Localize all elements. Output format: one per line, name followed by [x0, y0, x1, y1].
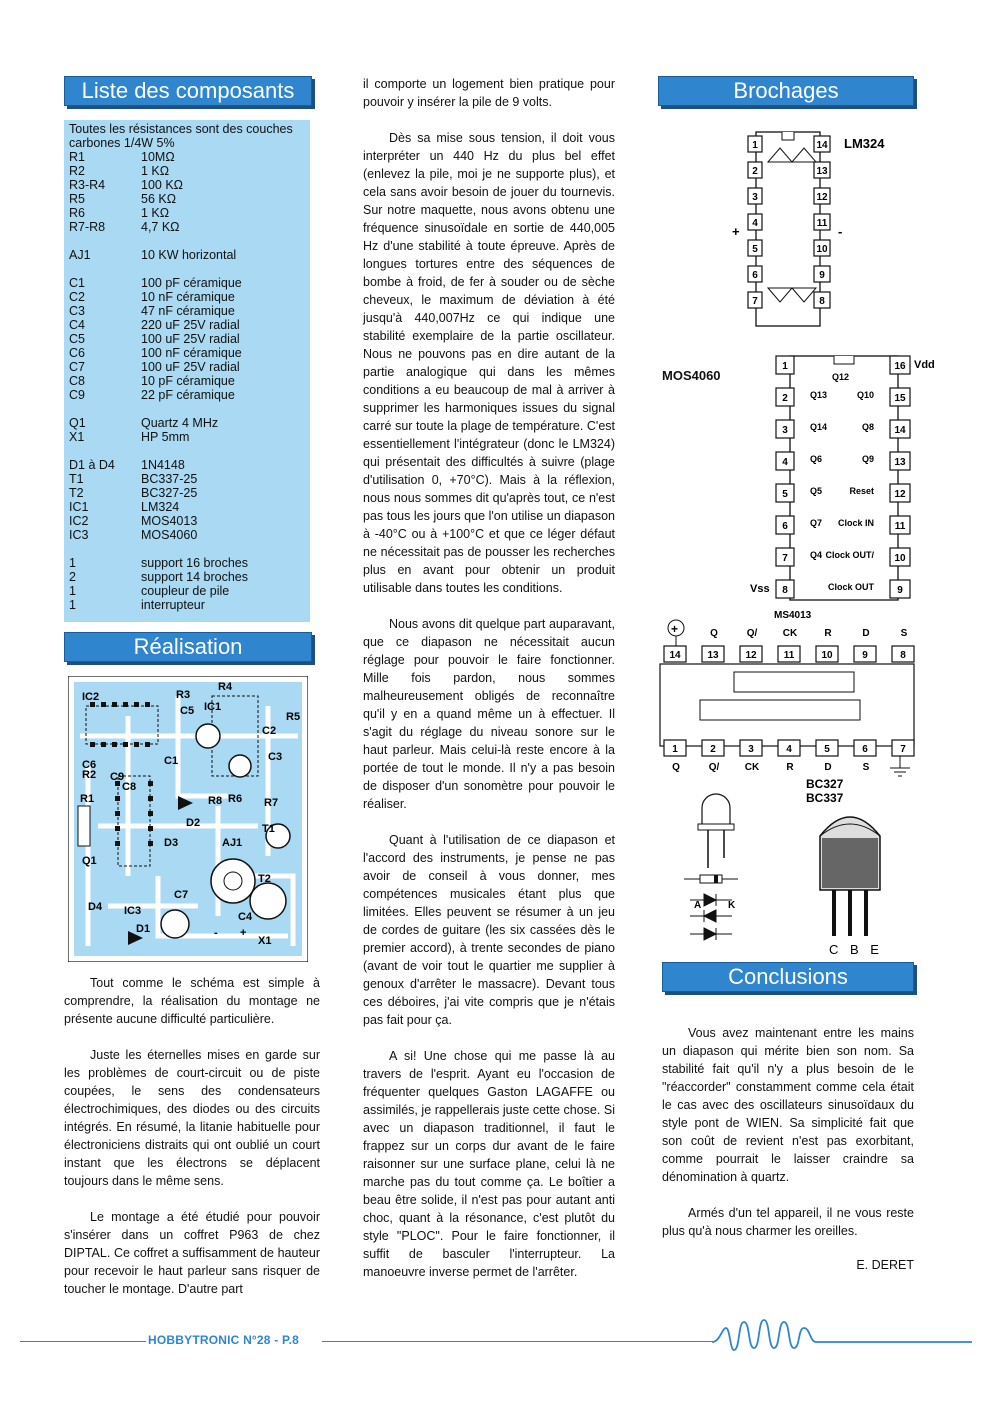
ms4013-pin: 13 [707, 650, 719, 661]
components-illustration [676, 778, 916, 956]
pcb-label: + [240, 927, 247, 939]
ms4013-top-label: Q [710, 628, 718, 639]
section-title-realisation: Réalisation [64, 632, 312, 662]
pcb-label: C2 [262, 725, 277, 737]
parts-row [69, 528, 305, 542]
mos4060-label: Q10 [856, 390, 874, 400]
ms4013-bottom-label: CK [744, 762, 760, 773]
part-value: interrupteur [141, 598, 205, 612]
part-ref: C8 [69, 374, 85, 388]
mos4060-pin: 1 [782, 361, 788, 372]
parts-row [69, 598, 305, 612]
parts-row [69, 332, 305, 346]
parts-row [69, 304, 305, 318]
lm324-pin: 9 [819, 270, 825, 281]
body-paragraph: Le montage a été étudié pour pouvoir s'insérer dans un coffret P963 de chez DIPTAL. Ce coffret a suffisamment de hauteur pour recevoir le haut parleur sans risquer de toucher le montage. D'autre part [64, 1210, 320, 1296]
part-ref: C6 [69, 346, 85, 360]
footer-rule-left [20, 1341, 146, 1342]
lm324-pin: 13 [816, 166, 828, 177]
part-ref: C5 [69, 332, 85, 346]
parts-row [69, 514, 305, 528]
ms4013-pin: 14 [669, 650, 681, 661]
ms4013-bottom-label: Q/ [708, 762, 720, 773]
pcb-label: D2 [186, 817, 201, 829]
mos4060-pin: 2 [782, 393, 788, 404]
lm324-plus: + [732, 224, 740, 239]
mos4060-pin: 5 [782, 489, 788, 500]
right-body [662, 1024, 914, 1240]
pcb-label: C4 [238, 911, 253, 923]
ms4013-pin: 12 [745, 650, 757, 661]
mos4060-pin: 10 [894, 553, 906, 564]
ms4013-pin: 1 [672, 744, 678, 755]
part-value: 10 pF céramique [141, 374, 235, 388]
parts-intro: Toutes les résistances sont des couches carbones 1/4W 5% [69, 122, 293, 150]
pcb-label: C1 [164, 755, 179, 767]
ms4013-bottom-label: S [862, 762, 870, 773]
parts-row [69, 150, 305, 164]
part-ref: C4 [69, 318, 85, 332]
part-value: Quartz 4 MHz [141, 416, 219, 430]
pcb-label: T1 [262, 823, 275, 835]
part-ref: Q1 [69, 416, 86, 430]
part-value: 10 KW horizontal [141, 248, 237, 262]
part-ref: IC3 [69, 528, 89, 542]
parts-row [69, 220, 305, 234]
pcb-label: T2 [258, 873, 271, 885]
pcb-label: IC1 [204, 701, 222, 713]
pcb-label: D1 [136, 923, 151, 935]
pcb-label: AJ1 [222, 837, 243, 849]
parts-group [69, 416, 305, 444]
ms4013-plus: + [671, 622, 679, 636]
parts-row [69, 584, 305, 598]
pcb-label: C3 [268, 751, 283, 763]
part-value: 4,7 KΩ [141, 220, 180, 234]
mos4060-label: Q9 [861, 454, 874, 464]
pcb-label: Q1 [82, 855, 97, 867]
lm324-pin: 5 [752, 244, 758, 255]
part-value: MOS4060 [141, 528, 198, 542]
ms4013-bottom-label: D [824, 762, 832, 773]
part-ref: IC1 [69, 500, 89, 514]
lm324-pin: 10 [816, 244, 828, 255]
lm324-pin: 2 [752, 166, 758, 177]
body-paragraph: Tout comme le schéma est simple à comprendre, la réalisation du montage ne présente aucune difficulté particulière. [64, 976, 320, 1026]
pcb-label: R3 [176, 689, 191, 701]
part-ref: R1 [69, 150, 85, 164]
parts-row [69, 360, 305, 374]
mos4060-pin: 4 [782, 457, 788, 468]
parts-group [69, 458, 305, 542]
mos4060-pin: 3 [782, 425, 788, 436]
mos4060-label: Q7 [810, 518, 823, 528]
body-paragraph: Armés d'un tel appareil, il ne vous reste plus qu'à nous charmer les oreilles. [662, 1206, 914, 1238]
part-value: 1N4148 [141, 458, 185, 472]
ms4013-pinout [656, 606, 926, 784]
part-ref: C3 [69, 304, 85, 318]
mos4060-pin: 16 [894, 361, 906, 372]
mos4060-label: Q8 [861, 422, 874, 432]
section-title-liste: Liste des composants [64, 76, 312, 106]
transistor-name-2: BC337 [806, 791, 844, 805]
part-value: 47 nF céramique [141, 304, 235, 318]
mos4060-pin: 6 [782, 521, 788, 532]
footer-text: HOBBYTRONIC N°28 - P.8 [148, 1333, 300, 1347]
body-paragraph: Nous avons dit quelque part auparavant, que ce diapason ne nécessitait aucun réglage pour pouvoir le faire fonctionner. Mille fois pardon, nous sommes malheureusement obligés de reconnaître qu'il y en a quand même un à effectuer. Il s'agit du réglage du niveau sonore sur le haut parleur. Mais celui-là reste encore à la portée de tout le monde. Il n'y a pas besoin de disposer d'un sonomètre pour pouvoir le réaliser. [363, 617, 615, 811]
ms4013-pin: 8 [900, 650, 906, 661]
ms4013-pin: 4 [786, 744, 792, 755]
parts-row [69, 346, 305, 360]
part-ref: R3-R4 [69, 178, 106, 192]
parts-row [69, 192, 305, 206]
mos4060-pin: 11 [894, 521, 906, 532]
author-signature: E. DERET [856, 1258, 914, 1272]
ms4013-pin: 2 [710, 744, 716, 755]
mos4060-pin: 12 [894, 489, 906, 500]
lm324-pin: 3 [752, 192, 758, 203]
part-ref: IC2 [69, 514, 89, 528]
lm324-pin: 12 [816, 192, 828, 203]
body-paragraph: A si! Une chose qui me passe là au travers de l'esprit. Ayant eu l'occasion de fréquenter quelques Gaston LAGAFFE ou assimilés, je rappellerais juste cette chose. Si avec un diapason traditionnel, il faut le frappez sur un corps dur avant de le faire raisonner sur une surface plane, celui là ne marche pas du tout comme ça. Le boîtier a beau être solide, il n'est pas pour autant anti choc, quant à la résonance, c'est plutôt du style "PLOC". Pour le faire fonctionner, il suffit de basculer l'interrupteur. La manoeuvre inverse permet de l'arrêter. [363, 1049, 615, 1279]
pcb-label: C7 [174, 889, 189, 901]
left-body [64, 974, 320, 1298]
part-ref: T1 [69, 472, 84, 486]
parts-row [69, 472, 305, 486]
pcb-label: C8 [122, 781, 137, 793]
parts-row [69, 206, 305, 220]
lm324-pin: 6 [752, 270, 758, 281]
part-ref: 2 [69, 570, 76, 584]
parts-row [69, 486, 305, 500]
body-paragraph: Vous avez maintenant entre les mains un diapason qui mérite bien son nom. Sa stabilité fait qu'il n'y a plus besoin de le "réaccorder" constamment comme cela était le cas avec des oscillateurs sinusoïdaux du style pont de WIEN. Sa simplicité fait que son coût de revient n'est pas exorbitant, comme pourrait le laisser craindre sa dénomination à quartz. [662, 1026, 914, 1184]
part-value: 10MΩ [141, 150, 175, 164]
pcb-label: R5 [286, 711, 301, 723]
parts-row [69, 500, 305, 514]
part-ref: C1 [69, 276, 85, 290]
part-ref: R7-R8 [69, 220, 106, 234]
part-value: 100 KΩ [141, 178, 184, 192]
lm324-pin: 1 [752, 140, 758, 151]
pcb-label: IC2 [82, 691, 100, 703]
mid-body [363, 75, 615, 1281]
part-ref: R2 [69, 164, 85, 178]
ms4013-bottom-label: Q [672, 762, 680, 773]
section-title-brochages: Brochages [658, 76, 914, 106]
parts-row [69, 164, 305, 178]
part-value: BC327-25 [141, 486, 198, 500]
part-ref: C9 [69, 388, 85, 402]
pcb-label: R6 [228, 793, 243, 805]
ms4013-top-label: Q/ [746, 628, 758, 639]
pcb-layout-diagram [68, 676, 308, 962]
pcb-label: C5 [180, 705, 195, 717]
parts-row [69, 276, 305, 290]
pcb-label: - [214, 927, 218, 939]
mos4060-label: Q6 [810, 454, 823, 464]
body-paragraph: il comporte un logement bien pratique pour pouvoir y insérer la pile de 9 volts. [363, 77, 615, 109]
transistor-pins: C B E [829, 942, 883, 956]
part-value: support 16 broches [141, 556, 249, 570]
lm324-pin: 11 [816, 218, 828, 229]
part-ref: R5 [69, 192, 85, 206]
ms4013-top-label: D [862, 628, 870, 639]
parts-row [69, 430, 305, 444]
ms4013-pin: 11 [783, 650, 795, 661]
pcb-label: X1 [258, 935, 272, 947]
parts-row [69, 374, 305, 388]
mos4060-pin: 7 [782, 553, 788, 564]
part-value: HP 5mm [141, 430, 190, 444]
mos4060-pinout [748, 352, 938, 610]
mos4060-name: MOS4060 [662, 368, 721, 383]
mos4060-label: Q5 [810, 486, 823, 496]
mos4060-pin: 15 [894, 393, 906, 404]
part-value: support 14 broches [141, 570, 249, 584]
parts-row [69, 416, 305, 430]
part-value: 220 uF 25V radial [141, 318, 240, 332]
ms4013-pin: 9 [862, 650, 868, 661]
part-value: 1 KΩ [141, 164, 170, 178]
mos4060-pin: 13 [894, 457, 906, 468]
pcb-label: C6 [82, 759, 97, 771]
parts-row [69, 458, 305, 472]
mos4060-vss: Vss [750, 583, 770, 595]
pcb-label: R8 [208, 795, 223, 807]
body-paragraph: Dès sa mise sous tension, il doit vous interpréter un 440 Hz du plus bel effet (enlevez la pile, moi je ne supporte plus), et cela sans avoir besoin de jouer du tournevis. Sur notre maquette, nous avons obtenu une fréquence sinusoïdale en sortie de 440,005 Hz d'une stabilité à toute épreuve. Après de longues tortures entre des séquences de bombe à froid, de fer à souder ou de sèche cheveux, le maximum de déviation à été jusqu'à 440,007Hz ce qui indique une stabilité exemplaire de la partie oscillateur. Nous ne pouvons pas en dire autant de la partie analogique qui dans les mêmes conditions a eu beaucoup de mal à arriver à supprimer les harmoniques issues du signal carré sur toute la plage de température. C'est essentiellement l'intégrateur (donc le LM324) qui présentait des difficultés à suivre (plage d'utilisation 0, +70°C). Mais à la réflexion, nous nous sommes dit qu'après tout, ce n'est pas tous les jours que l'on utilise un diapason à -40°C ou à +100°C et que ce léger défaut ne nécessitait pas de pousser les recherches plus en avant pour obtenir un produit utilisable dans toutes les conditions. [363, 131, 615, 595]
part-ref: 1 [69, 598, 76, 612]
mos4060-pin: 9 [897, 585, 903, 596]
lm324-pinout [728, 128, 898, 330]
diode-anode: A [694, 900, 702, 911]
mos4060-label: Q4 [810, 550, 823, 560]
part-value: 100 uF 25V radial [141, 332, 240, 346]
part-value: 22 pF céramique [141, 388, 235, 402]
parts-row [69, 318, 305, 332]
mos4060-label: Reset [849, 486, 874, 496]
diode-cathode: K [728, 900, 736, 911]
part-ref: R6 [69, 206, 85, 220]
footer-rule-right [322, 1341, 714, 1342]
waveform-logo [712, 1318, 972, 1354]
part-value: 56 KΩ [141, 192, 177, 206]
lm324-pin: 4 [752, 218, 758, 229]
part-ref: AJ1 [69, 248, 91, 262]
parts-group [69, 248, 305, 262]
ms4013-pin: 5 [824, 744, 830, 755]
part-ref: 1 [69, 584, 76, 598]
ms4013-top-label: R [824, 628, 832, 639]
part-value: 10 nF céramique [141, 290, 235, 304]
parts-row [69, 556, 305, 570]
body-paragraph: Juste les éternelles mises en garde sur les problèmes de court-circuit ou de piste coupées, le sens des condensateurs électrochimiques, des diodes ou des circuits intégrés. En résumé, la litanie habituelle pour électroniciens distraits qui ont oublié un court instant que les électrons se déplacent toujours dans le même sens. [64, 1048, 320, 1188]
pcb-label: IC3 [124, 905, 142, 917]
lm324-pin: 14 [816, 140, 828, 151]
part-value: coupleur de pile [141, 584, 230, 598]
pcb-label: C9 [110, 771, 125, 783]
mos4060-label: Clock IN [837, 518, 874, 528]
mos4060-label: Q12 [832, 372, 850, 382]
part-value: 1 KΩ [141, 206, 170, 220]
ms4013-bottom-label: R [786, 762, 794, 773]
mos4060-vdd: Vdd [914, 359, 935, 371]
transistor-name-1: BC327 [806, 778, 844, 791]
part-value: LM324 [141, 500, 180, 514]
parts-row [69, 178, 305, 192]
pcb-label: R2 [82, 769, 97, 781]
lm324-minus: - [838, 224, 843, 239]
part-ref: X1 [69, 430, 85, 444]
lm324-pin: 7 [752, 296, 758, 307]
mos4060-pin: 14 [894, 425, 906, 436]
parts-list-box [64, 120, 310, 622]
pcb-label: R7 [264, 797, 279, 809]
ms4013-pin: 6 [862, 744, 868, 755]
ms4013-pin: 3 [748, 744, 754, 755]
part-value: BC337-25 [141, 472, 198, 486]
part-value: MOS4013 [141, 514, 198, 528]
mos4060-pin: 8 [782, 585, 788, 596]
ms4013-pin: 10 [821, 650, 833, 661]
pcb-label: D4 [88, 901, 103, 913]
section-title-conclusions: Conclusions [662, 962, 914, 992]
parts-row [69, 290, 305, 304]
parts-row [69, 388, 305, 402]
parts-group [69, 276, 305, 402]
parts-row [69, 570, 305, 584]
part-ref: T2 [69, 486, 84, 500]
body-paragraph: Quant à l'utilisation de ce diapason et l'accord des instruments, je pense ne pas avoir de conseil à vous donner, mes compétences musicales étant plus que limitées. Elles peuvent se résumer à un jeu de cordes de guitare (les six cassées dès le premier accord), à trente secondes de piano (avant de voir tout le quartier me supplier à genoux d'arrêter le massacre). Devant tous ces déboires, j'ai vite compris que je n'étais pas fait pour ça. [363, 833, 615, 1027]
part-ref: C7 [69, 360, 85, 374]
ms4013-pin: 7 [900, 744, 906, 755]
pcb-label: R4 [218, 681, 233, 693]
parts-row [69, 248, 305, 262]
mos4060-label: Clock OUT/ [825, 550, 874, 560]
part-ref: 1 [69, 556, 76, 570]
mos4060-label: Clock OUT [827, 582, 874, 592]
lm324-name: LM324 [844, 136, 885, 151]
ms4013-name: MS4013 [774, 610, 812, 621]
ms4013-top-label: S [900, 628, 908, 639]
ms4013-top-label: CK [782, 628, 798, 639]
part-value: 100 nF céramique [141, 346, 242, 360]
pcb-label: R1 [80, 793, 95, 805]
parts-group [69, 556, 305, 612]
part-value: 100 uF 25V radial [141, 360, 240, 374]
lm324-pin: 8 [819, 296, 825, 307]
pcb-label: D3 [164, 837, 179, 849]
part-ref: D1 à D4 [69, 458, 115, 472]
mos4060-label: Q14 [810, 422, 828, 432]
part-ref: C2 [69, 290, 85, 304]
parts-group [69, 150, 305, 234]
part-value: 100 pF céramique [141, 276, 242, 290]
mos4060-label: Q13 [810, 390, 828, 400]
